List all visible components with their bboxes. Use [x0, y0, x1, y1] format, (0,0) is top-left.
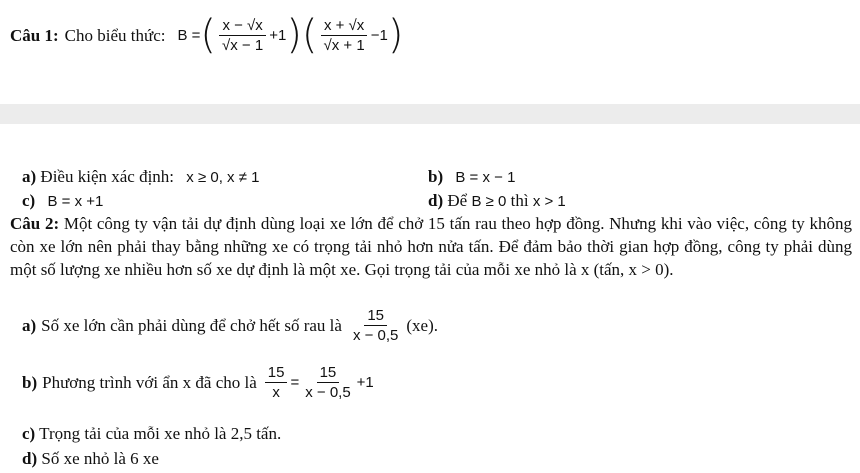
- q2-d-label: d): [22, 449, 38, 468]
- q2-a-fraction: [350, 308, 401, 343]
- q1-f2-numerator: x + √x: [321, 18, 367, 36]
- q2-paragraph: [10, 212, 852, 281]
- q1-option-a: [22, 168, 259, 185]
- q2-b-denominator-2: x − 0,5: [305, 384, 351, 401]
- q1-statement: [10, 12, 404, 58]
- q1-b-label: b): [428, 167, 444, 186]
- q2-b-numerator-1: 15: [265, 365, 288, 383]
- q1-intro: Cho biểu thức:: [64, 25, 166, 45]
- paren-open-2: (: [301, 12, 318, 58]
- q2-a-denominator: x − 0,5: [352, 327, 399, 344]
- q2-b-plus-one: +1: [356, 374, 374, 391]
- q1-a-label: a): [22, 167, 37, 186]
- q2-option-d: [22, 450, 159, 467]
- q1-option-b: [428, 168, 515, 185]
- q1-plus-one: +1: [269, 26, 287, 44]
- divider-band: [0, 104, 860, 124]
- q1-c-label: c): [22, 191, 36, 210]
- q1-fraction-1: [219, 18, 266, 53]
- q1-label: Câu 1:: [10, 25, 59, 45]
- q1-f2-denominator: √x + 1: [323, 36, 365, 54]
- q1-d-text1: Để: [447, 191, 468, 210]
- q1-d-math1: B ≥ 0: [471, 193, 507, 210]
- q1-a-text: Điều kiện xác định:: [40, 167, 175, 186]
- q2-label: Câu 2:: [10, 214, 60, 233]
- q1-f1-numerator: x − √x: [219, 18, 265, 36]
- q2-option-b: [22, 365, 374, 400]
- q1-d-text2: thì: [510, 191, 529, 210]
- q2-b-numerator-2: 15: [317, 365, 340, 383]
- q1-lhs: B =: [177, 26, 201, 44]
- q2-a-numerator: 15: [364, 308, 387, 326]
- q2-c-text: Trọng tải của mỗi xe nhỏ là 2,5 tấn.: [39, 424, 282, 443]
- q2-option-c: [22, 425, 281, 442]
- q2-a-unit: (xe).: [406, 316, 439, 335]
- q1-d-math2: x > 1: [532, 193, 566, 210]
- paren-open-1: (: [200, 12, 217, 58]
- q2-b-fraction-1: [265, 365, 288, 400]
- q2-b-text: Phương trình với ẩn x đã cho là: [42, 373, 257, 392]
- q1-a-math: x ≥ 0, x ≠ 1: [186, 169, 260, 186]
- q2-b-equals: =: [290, 374, 300, 391]
- q1-option-c: [22, 192, 103, 209]
- paren-close-2: ): [387, 12, 404, 58]
- q1-b-math: B = x − 1: [455, 169, 516, 186]
- q2-body: Một công ty vận tải dự định dùng loại xe lớn để chở 15 tấn rau theo hợp đồng. Nhưng khi vào việc, công ty không còn xe lớn nên phải thay bằng những xe có trọng tải nhỏ hơn nửa tấn. Để đảm bảo thời gian hợp đồng, công ty phải dùng một số lượng xe nhiều hơn số xe dự định là một xe. Gọi trọng tải của mỗi xe nhỏ là x (tấn, x > 0).: [10, 214, 852, 279]
- q1-fraction-2: [321, 18, 368, 53]
- q2-option-a: [22, 308, 438, 343]
- q1-option-d: [428, 192, 566, 209]
- q1-c-math: B = x +1: [47, 193, 104, 210]
- q2-b-denominator-1: x: [272, 384, 280, 401]
- q2-b-fraction-2: [302, 365, 353, 400]
- q2-a-text: Số xe lớn cần phải dùng để chở hết số rau là: [41, 316, 342, 335]
- q2-d-text: Số xe nhỏ là 6 xe: [41, 449, 159, 468]
- q2-c-label: c): [22, 424, 36, 443]
- q1-d-label: d): [428, 191, 444, 210]
- q1-f1-denominator: √x − 1: [222, 36, 264, 54]
- q2-b-label: b): [22, 373, 38, 392]
- q1-minus-one: −1: [370, 26, 388, 44]
- paren-close-1: ): [286, 12, 302, 58]
- q2-a-label: a): [22, 316, 37, 335]
